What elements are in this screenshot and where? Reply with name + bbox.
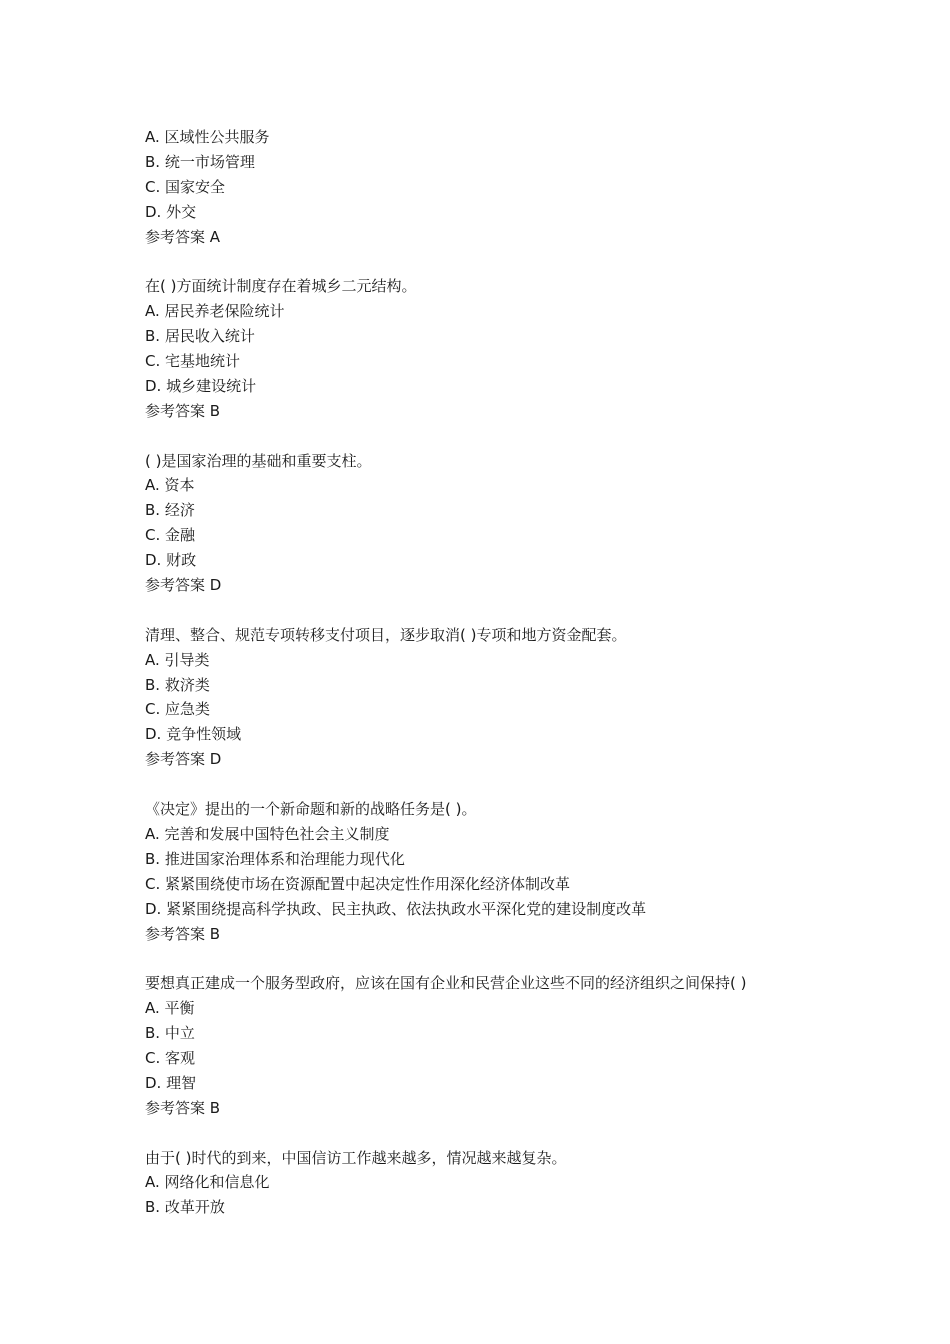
option-d: D. 财政 (145, 551, 197, 570)
option-d: D. 城乡建设统计 (145, 376, 257, 395)
option-c: C. 宅基地统计 (145, 352, 241, 371)
answer: 参考答案 B (145, 924, 221, 943)
question-block-2 (145, 274, 845, 423)
option-d: D. 紧紧围绕提高科学执政、民主执政、依法执政水平深化党的建设制度改革 (145, 899, 647, 918)
option-a: A. 平衡 (145, 999, 195, 1018)
option-d: D. 理智 (145, 1073, 197, 1092)
document-page (145, 125, 845, 1220)
question-block-6 (145, 971, 845, 1120)
option-b: B. 居民收入统计 (145, 327, 255, 346)
option-c: C. 客观 (145, 1048, 196, 1067)
option-b: B. 救济类 (145, 675, 210, 694)
answer: 参考答案 D (145, 750, 222, 769)
question-block-3 (145, 449, 845, 598)
question-text: 清理、整合、规范专项转移支付项目，逐步取消( )专项和地方资金配套。 (145, 625, 627, 644)
question-block-4 (145, 623, 845, 772)
answer: 参考答案 B (145, 401, 221, 420)
option-c: C. 金融 (145, 526, 196, 545)
option-b: B. 中立 (145, 1024, 195, 1043)
option-b: B. 推进国家治理体系和治理能力现代化 (145, 849, 405, 868)
option-a: A. 资本 (145, 476, 195, 495)
option-c: C. 国家安全 (145, 177, 226, 196)
option-d: D. 竞争性领域 (145, 725, 242, 744)
question-text: 要想真正建成一个服务型政府，应该在国有企业和民营企业这些不同的经济组织之间保持( ) (145, 974, 747, 993)
option-c: C. 应急类 (145, 700, 211, 719)
option-a: A. 引导类 (145, 650, 210, 669)
option-d: D. 外交 (145, 202, 197, 221)
question-block-1 (145, 125, 845, 249)
option-a: A. 网络化和信息化 (145, 1173, 270, 1192)
question-block-5 (145, 797, 845, 946)
option-a: A. 区域性公共服务 (145, 128, 270, 146)
option-b: B. 统一市场管理 (145, 152, 255, 171)
question-text: 在( )方面统计制度存在着城乡二元结构。 (145, 277, 417, 296)
question-text: ( )是国家治理的基础和重要支柱。 (145, 451, 372, 470)
option-c: C. 紧紧围绕使市场在资源配置中起决定性作用深化经济体制改革 (145, 874, 571, 893)
option-b: B. 改革开放 (145, 1198, 225, 1217)
answer: 参考答案 A (145, 227, 221, 246)
question-text: 《决定》提出的一个新命题和新的战略任务是( )。 (145, 800, 477, 819)
answer: 参考答案 D (145, 576, 222, 595)
question-block-7 (145, 1146, 845, 1221)
option-a: A. 完善和发展中国特色社会主义制度 (145, 824, 390, 843)
option-b: B. 经济 (145, 501, 195, 520)
answer: 参考答案 B (145, 1098, 221, 1117)
option-a: A. 居民养老保险统计 (145, 302, 285, 321)
question-text: 由于( )时代的到来，中国信访工作越来越多，情况越来越复杂。 (145, 1148, 567, 1167)
